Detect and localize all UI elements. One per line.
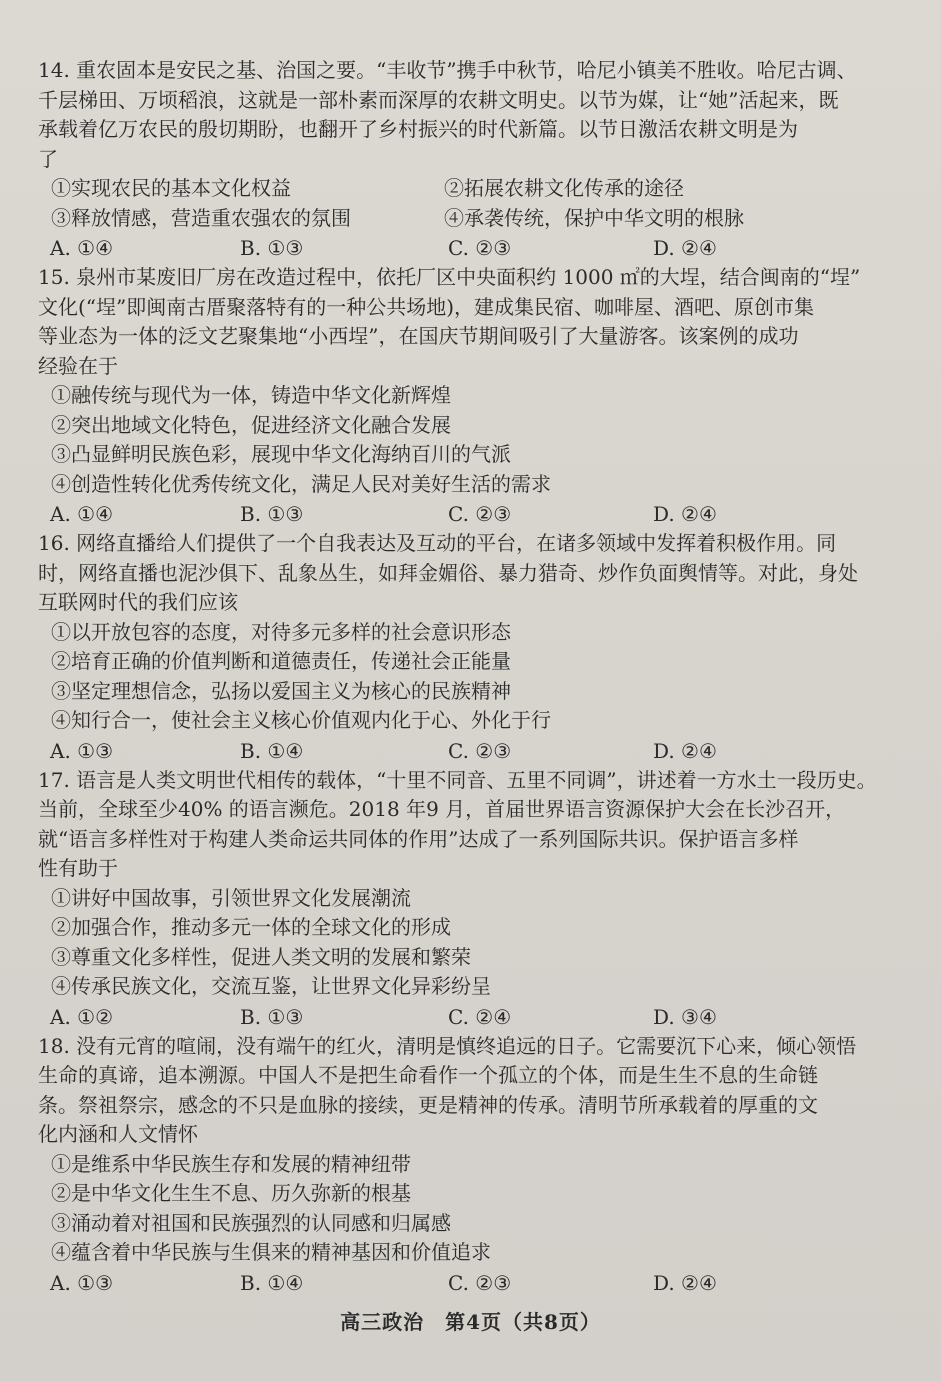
question-stem-line: 就“语言多样性对于构建人类命运共同体的作用”达成了一系列国际共识。保护语言多样: [38, 826, 799, 851]
statement-2: ②加强合作，推动多元一体的全球文化的形成: [51, 915, 451, 939]
question-stem-line: 千层梯田、万顷稻浪，这就是一部朴素而深厚的农耕文明史。以节为媒，让“她”活起来，既: [38, 87, 839, 112]
answer-choices: [38, 233, 906, 263]
statement-3: ③凸显鲜明民族色彩，展现中华文化海纳百川的气派: [51, 442, 511, 466]
choice-a[interactable]: A. ①④: [50, 502, 114, 526]
statement-1: ①是维系中华民族生存和发展的精神纽带: [51, 1151, 411, 1176]
statement-3: ③尊重文化多样性，促进人类文明的发展和繁荣: [51, 944, 471, 969]
choice-a[interactable]: A. ①④: [50, 236, 114, 260]
question-stem-line: 15. 泉州市某废旧厂房在改造过程中，依托厂区中央面积约 1000 ㎡的大埕，结合闽南的“埕”: [38, 265, 861, 289]
statement-2: ②培育正确的价值判断和道德责任，传递社会正能量: [51, 649, 511, 673]
choice-a[interactable]: A. ①②: [50, 1004, 114, 1029]
statement-3: ③坚定理想信念，弘扬以爱国主义为核心的民族精神: [51, 678, 511, 703]
choice-d[interactable]: D. ③④: [653, 1004, 717, 1029]
question-stem-line: 当前，全球至少40% 的语言濒危。2018 年9 月，首届世界语言资源保护大会在长沙召开，: [38, 797, 846, 821]
question-stem-line: 时，网络直播也泥沙俱下、乱象丛生，如拜金媚俗、暴力猎奇、炒作负面舆情等。对此，身处: [38, 560, 858, 585]
statement-list: [38, 618, 906, 736]
statement-2: ②拓展农耕文化传承的途径: [444, 176, 684, 200]
statement-3: ③涌动着对祖国和民族强烈的认同感和归属感: [51, 1210, 451, 1235]
choice-b[interactable]: B. ①④: [240, 738, 304, 763]
choice-a[interactable]: A. ①③: [50, 738, 114, 763]
statement-2: ②是中华文化生生不息、历久弥新的根基: [51, 1181, 411, 1205]
choice-c[interactable]: C. ②③: [448, 738, 512, 763]
question-stem-line: 文化(“埕”即闽南古厝聚落特有的一种公共场地)，建成集民宿、咖啡屋、酒吧、原创市集: [38, 294, 815, 319]
statement-2: ②突出地域文化特色，促进经济文化融合发展: [51, 412, 451, 437]
question-17: [38, 766, 906, 1032]
question-stem-line: 了: [38, 146, 58, 171]
question-18: [38, 1032, 906, 1298]
choice-d[interactable]: D. ②④: [653, 502, 717, 526]
answer-choices: [38, 1002, 906, 1032]
question-stem-line: 17. 语言是人类文明世代相传的载体，“十里不同音、五里不同调”，讲述着一方水土一段历史。: [38, 767, 877, 792]
statement-1: ①实现农民的基本文化权益: [51, 176, 291, 200]
choice-d[interactable]: D. ②④: [653, 738, 717, 763]
choice-b[interactable]: B. ①③: [240, 502, 304, 526]
answer-choices: [38, 1268, 906, 1298]
question-stem-line: 18. 没有元宵的喧闹，没有端午的红火，清明是慎终追远的日子。它需要沉下心来，倾心领悟: [38, 1033, 857, 1058]
choice-c[interactable]: C. ②④: [448, 1004, 512, 1029]
question-stem-line: 互联网时代的我们应该: [38, 590, 238, 614]
choice-a[interactable]: A. ①③: [50, 1270, 114, 1295]
question-stem-line: 等业态为一体的泛文艺聚集地“小西埕”，在国庆节期间吸引了大量游客。该案例的成功: [38, 324, 799, 348]
question-15: [38, 263, 906, 529]
question-list: [38, 56, 906, 1298]
answer-choices: [38, 736, 906, 766]
statement-4: ④知行合一，使社会主义核心价值观内化于心、外化于行: [51, 708, 551, 732]
choice-b[interactable]: B. ①③: [240, 236, 304, 260]
question-stem-line: 生命的真谛，追本溯源。中国人不是把生命看作一个孤立的个体，而是生生不息的生命链: [38, 1063, 818, 1087]
choice-b[interactable]: B. ①④: [240, 1270, 304, 1295]
statement-4: ④创造性转化优秀传统文化，满足人民对美好生活的需求: [51, 471, 551, 496]
question-stem-line: 14. 重农固本是安民之基、治国之要。“丰收节”携手中秋节，哈尼小镇美不胜收。哈尼古调、: [38, 58, 857, 82]
statement-list: [38, 381, 906, 499]
statement-list: [38, 174, 906, 233]
question-stem-line: 化内涵和人文情怀: [38, 1122, 198, 1146]
choice-d[interactable]: D. ②④: [653, 1270, 717, 1295]
statement-1: ①讲好中国故事，引领世界文化发展潮流: [51, 885, 411, 910]
question-stem-line: 经验在于: [38, 353, 118, 378]
statement-3: ③释放情感，营造重农强农的氛围: [51, 205, 351, 230]
answer-choices: [38, 499, 906, 529]
question-stem-line: 条。祭祖祭宗，感念的不只是血脉的接续，更是精神的传承。清明节所承载着的厚重的文: [38, 1092, 818, 1117]
choice-c[interactable]: C. ②③: [448, 1270, 512, 1295]
choice-c[interactable]: C. ②③: [448, 236, 512, 260]
choice-c[interactable]: C. ②③: [448, 502, 512, 526]
question-stem-line: 16. 网络直播给人们提供了一个自我表达及互动的平台，在诸多领域中发挥着积极作用。同: [38, 531, 837, 555]
statement-list: [38, 1150, 906, 1268]
question-14: [38, 56, 906, 263]
statement-1: ①以开放包容的态度，对待多元多样的社会意识形态: [51, 619, 511, 644]
question-stem-line: 性有助于: [38, 856, 118, 880]
question-stem-line: 承载着亿万农民的殷切期盼，也翻开了乡村振兴的时代新篇。以节日激活农耕文明是为: [38, 117, 798, 141]
choice-b[interactable]: B. ①③: [240, 1004, 304, 1029]
statement-list: [38, 884, 906, 1002]
statement-4: ④传承民族文化，交流互鉴，让世界文化异彩纷呈: [51, 974, 491, 998]
statement-4: ④承袭传统，保护中华文明的根脉: [444, 205, 744, 230]
choice-d[interactable]: D. ②④: [653, 236, 717, 260]
statement-1: ①融传统与现代为一体，铸造中华文化新辉煌: [51, 383, 451, 407]
statement-4: ④蕴含着中华民族与生俱来的精神基因和价值追求: [51, 1240, 491, 1264]
page-footer: 高三政治 第4页（共8页）: [340, 1310, 601, 1334]
question-16: [38, 529, 906, 766]
